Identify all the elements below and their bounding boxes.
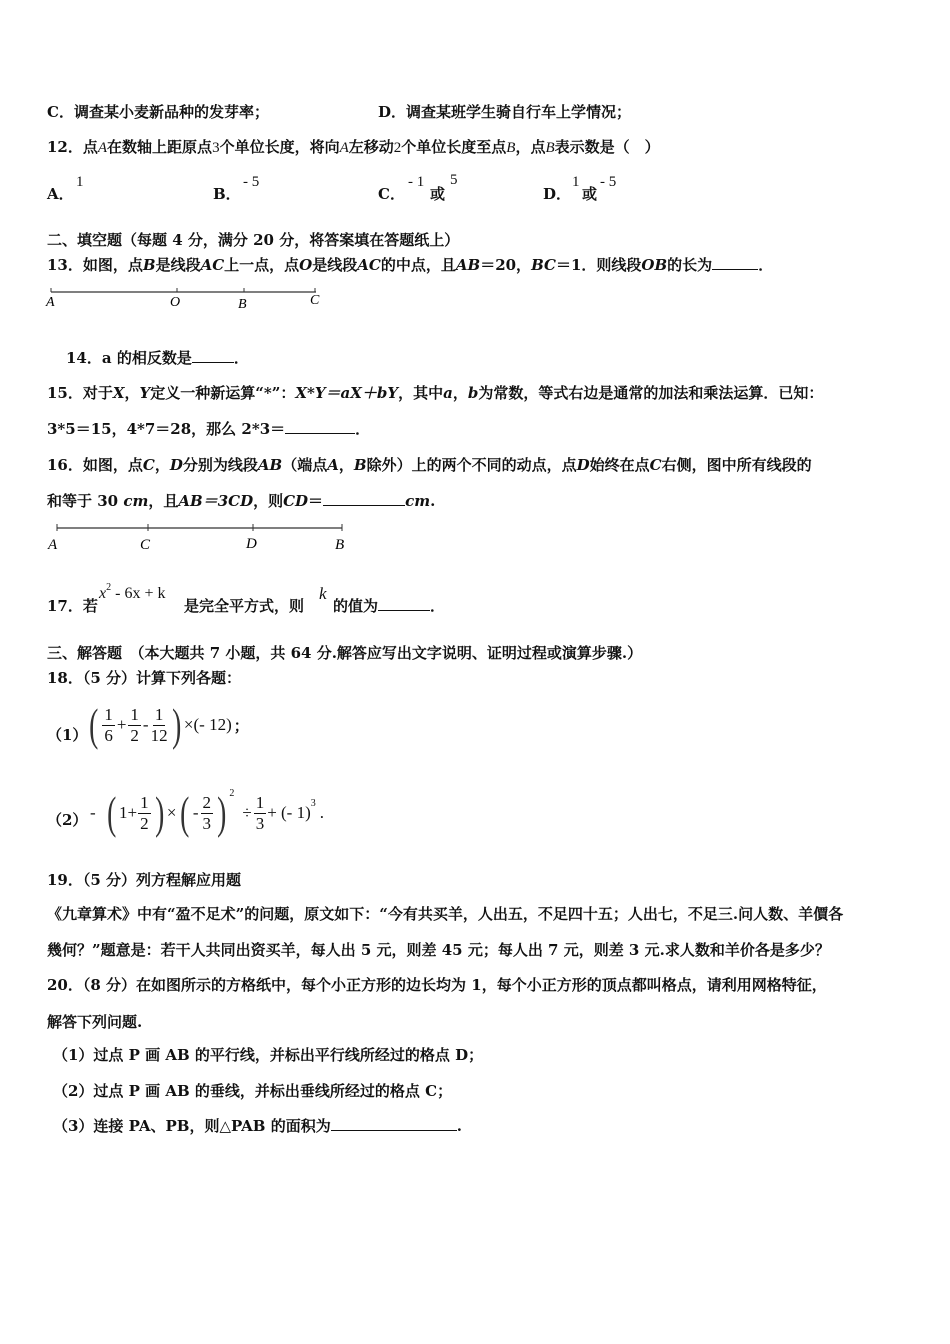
q12-text: 个单位长度，将向: [219, 138, 340, 156]
q12-option-d-value1: 1: [572, 174, 580, 190]
answer-blank[interactable]: [285, 419, 355, 434]
q16-text: 始终在点: [589, 456, 650, 474]
q15-text: 3*5＝15，4*7＝28，那么 2*3＝: [47, 420, 286, 438]
q12-num: 3: [212, 140, 220, 156]
q13-var: OB: [641, 256, 668, 274]
section-3-title: 三、解答题 （本大题共 7 小题，共 64 分.解答应写出文字说明、证明过程或演算步骤.）: [47, 644, 643, 662]
q12-text: ，点: [515, 138, 546, 156]
q12-option-a-value: 1: [76, 174, 84, 190]
right-paren: ): [217, 787, 227, 838]
denominator: 12: [150, 725, 168, 745]
q12-option-b-value: - 5: [243, 174, 260, 190]
q20-sub-1: （1）过点 P 画 AB 的平行线，并标出平行线所经过的格点 D；: [53, 1046, 484, 1064]
q12-option-d-or: 或: [582, 185, 598, 203]
q16-var: C: [142, 456, 155, 474]
q12-text: 左移动: [348, 138, 394, 156]
q13-text: 的长为: [667, 256, 713, 274]
q13-text: 是线段: [155, 256, 201, 274]
q15-var: X: [112, 384, 125, 402]
right-paren: ): [171, 699, 181, 750]
numerator: 1: [154, 704, 164, 724]
q13-text: ＝20，: [480, 256, 532, 274]
q15-var: a: [443, 384, 453, 402]
q16-var: B: [353, 456, 367, 474]
denominator: 6: [104, 725, 113, 745]
q15-text: 为常数，等式右边是通常的加法和乘法运算．已知：: [478, 384, 824, 402]
exponent: 2: [229, 787, 235, 799]
q17-expression: [99, 584, 165, 606]
denominator: 3: [202, 813, 212, 833]
q12-var: A: [97, 140, 108, 156]
answer-blank[interactable]: [378, 596, 430, 611]
q18-part2-label: （2）: [47, 811, 88, 829]
q19-title: 19．（5 分）列方程解应用题: [47, 871, 242, 889]
q15-text: ，: [452, 384, 468, 402]
q15-var: Y: [139, 384, 151, 402]
point-label-o: O: [170, 295, 181, 310]
q17-text: 的值为: [333, 597, 379, 615]
fraction: [201, 793, 214, 834]
operator: -: [142, 715, 149, 734]
q15-text: 15．对于: [47, 384, 113, 402]
numerator: 1: [104, 704, 113, 724]
q16-text: ，且: [148, 492, 179, 510]
q14-text: 14．a 的相反数是: [66, 349, 192, 367]
q11-option-c: C．调查某小麦新品种的发芽率；: [47, 103, 269, 121]
q16-text: 和等于 30: [47, 492, 119, 510]
q16-text: ＝: [308, 492, 324, 510]
q15-line-2: [47, 419, 370, 439]
operator: ÷: [242, 803, 252, 822]
q16-text: 分别为线段: [182, 456, 258, 474]
q12-option-c-or: 或: [430, 185, 446, 203]
q12-var: A: [339, 140, 349, 156]
q12-text: 在数轴上距原点: [107, 138, 213, 156]
section-2-title: 二、填空题（每题 4 分，满分 20 分，将答案填在答题纸上）: [47, 231, 460, 249]
q19-line-1: 《九章算术》中有“盈不足术”的问题，原文如下：“今有共买羊，人出五，不足四十五；人出七，不足三.问人数、羊價各: [47, 905, 844, 923]
q17-stem: [47, 596, 98, 616]
fraction: [138, 793, 151, 834]
answer-blank[interactable]: [712, 255, 758, 270]
fraction: [102, 705, 115, 746]
q16-text: ，: [338, 456, 354, 474]
q13-text: 上一点，点: [224, 256, 300, 274]
numerator: 2: [202, 792, 212, 812]
q16-var: CD: [283, 492, 309, 510]
q13-var: O: [299, 256, 313, 274]
q17-k: k: [319, 584, 327, 603]
left-paren: (: [179, 787, 189, 838]
q12-option-c-value1: - 1: [408, 174, 425, 190]
q13-var: AC: [200, 256, 225, 274]
q13-segment-figure: [44, 284, 334, 314]
denominator: 3: [255, 813, 265, 833]
q11-option-d: D．调查某班学生骑自行车上学情况；: [378, 103, 632, 121]
q13-text: 13．如图，点: [47, 256, 143, 274]
denominator: 2: [140, 813, 149, 833]
q20-text: .: [456, 1117, 462, 1135]
denominator: 2: [130, 725, 139, 745]
point-label-a: A: [46, 295, 55, 310]
q16-segment-figure: [44, 520, 364, 554]
q20-sub-3: [53, 1116, 462, 1136]
term: 1+: [119, 803, 138, 822]
q15-line-1: [47, 383, 823, 403]
operator: +: [116, 715, 127, 734]
q18-title: 18．（5 分）计算下列各题：: [47, 669, 242, 687]
q17-expr-rest: - 6x + k: [111, 585, 166, 602]
q15-var: b: [467, 384, 479, 402]
q16-var: C: [649, 456, 662, 474]
answer-blank[interactable]: [192, 348, 234, 363]
answer-blank[interactable]: [331, 1116, 457, 1131]
q14-text: ．: [233, 349, 249, 367]
q16-var: AB: [257, 456, 283, 474]
q12-stem: [47, 137, 660, 158]
exponent: 3: [310, 797, 316, 809]
q13-text: ．: [758, 256, 774, 274]
q16-text: ，: [154, 456, 170, 474]
q17-text: 17．若: [47, 597, 98, 615]
q15-text: ，: [124, 384, 140, 402]
q16-text: （端点: [282, 456, 328, 474]
q13-var: AB: [455, 256, 481, 274]
q19-line-2: 幾何？”题意是：若干人共同出资买羊，每人出 5 元，则差 45 元；每人出 7 元，则差 3 元.求人数和羊价各是多少？: [47, 941, 830, 959]
point-label-b: B: [238, 297, 247, 312]
point-label-b: B: [335, 537, 345, 553]
q20-text: （3）连接 PA、PB，则△PAB 的面积为: [53, 1117, 331, 1135]
numerator: 1: [140, 792, 149, 812]
punctuation: ；: [233, 716, 249, 735]
q16-text: 除外）上的两个不同的动点，点: [366, 456, 577, 474]
q12-option-b-label: B．: [213, 185, 241, 203]
operator: -: [192, 803, 199, 822]
q15-text: 定义一种新运算“*”：: [150, 384, 296, 402]
q13-var: BC: [531, 256, 556, 274]
q16-text: 16．如图，点: [47, 456, 143, 474]
q12-text: 12．点: [47, 138, 98, 156]
q12-option-c-label: C．: [378, 185, 405, 203]
q17-exponent: 2: [106, 582, 112, 593]
left-paren: (: [106, 787, 116, 838]
q15-formula: X*Y＝aX＋bY: [295, 384, 399, 402]
q12-option-c-value2: 5: [450, 172, 458, 188]
q13-text: ＝1．则线段: [555, 256, 642, 274]
q16-text: ，则: [253, 492, 284, 510]
answer-blank[interactable]: [323, 491, 405, 506]
q12-num: 2: [393, 140, 402, 156]
operator: ×: [166, 803, 177, 822]
q16-var: A: [327, 456, 339, 474]
q20-sub-2: （2）过点 P 画 AB 的垂线，并标出垂线所经过的格点 C；: [53, 1082, 453, 1100]
q17-text: ．: [430, 597, 446, 615]
q20-line-1: 20．（8 分）在如图所示的方格纸中，每个小正方形的边长均为 1，每个小正方形的顶点都叫格点，请利用网格特征，: [47, 976, 827, 994]
q17-text: 是完全平方式，则: [184, 597, 305, 615]
point-label-d: D: [246, 536, 257, 552]
q12-option-d-label: D．: [543, 185, 572, 203]
operator: -: [90, 803, 96, 822]
q17-var: x: [99, 585, 107, 602]
q16-var: D: [576, 456, 590, 474]
fraction: [128, 705, 141, 746]
q15-text: ，其中: [398, 384, 444, 402]
q16-var: D: [169, 456, 183, 474]
point-label-c: C: [310, 293, 320, 308]
left-paren: (: [89, 699, 99, 750]
q20-line-2: 解答下列问题.: [47, 1013, 143, 1031]
point-label-c: C: [140, 537, 151, 553]
q15-text: ．: [355, 420, 371, 438]
fraction: [151, 705, 168, 746]
q18-part1-label: （1）: [47, 726, 88, 744]
term: + (- 1): [267, 803, 311, 822]
q12-var: B: [545, 140, 555, 156]
times-term: ×(- 12): [183, 715, 232, 734]
q12-text: 表示数是（ ）: [554, 138, 660, 156]
q13-text: 是线段: [312, 256, 358, 274]
q16-line-2: [47, 491, 435, 511]
q16-formula: AB＝3CD: [178, 492, 254, 510]
q13-var: B: [142, 256, 156, 274]
q16-unit: cm: [405, 492, 431, 510]
right-paren: ): [154, 787, 164, 838]
q16-text: 右侧，图中所有线段的: [661, 456, 812, 474]
q18-part1-expression: [86, 700, 249, 750]
q14-stem: [66, 348, 249, 368]
numerator: 1: [255, 792, 265, 812]
q17-end: [333, 596, 445, 616]
q13-text: 的中点，且: [380, 256, 456, 274]
q16-text: .: [430, 492, 436, 510]
q12-text: 个单位长度至点: [401, 138, 507, 156]
q17-rest: [184, 596, 304, 616]
q13-var: AC: [357, 256, 381, 274]
q16-unit: cm: [123, 492, 149, 510]
q12-var: B: [506, 140, 516, 156]
fraction: [254, 793, 267, 834]
q12-option-d-value2: - 5: [600, 174, 617, 190]
q13-stem: [47, 255, 773, 275]
punctuation: .: [319, 803, 325, 822]
numerator: 1: [130, 704, 139, 724]
point-label-a: A: [48, 537, 58, 553]
q16-line-1: [47, 455, 812, 475]
q12-option-a-label: A．: [47, 185, 74, 203]
q18-part2-expression: [90, 786, 324, 840]
